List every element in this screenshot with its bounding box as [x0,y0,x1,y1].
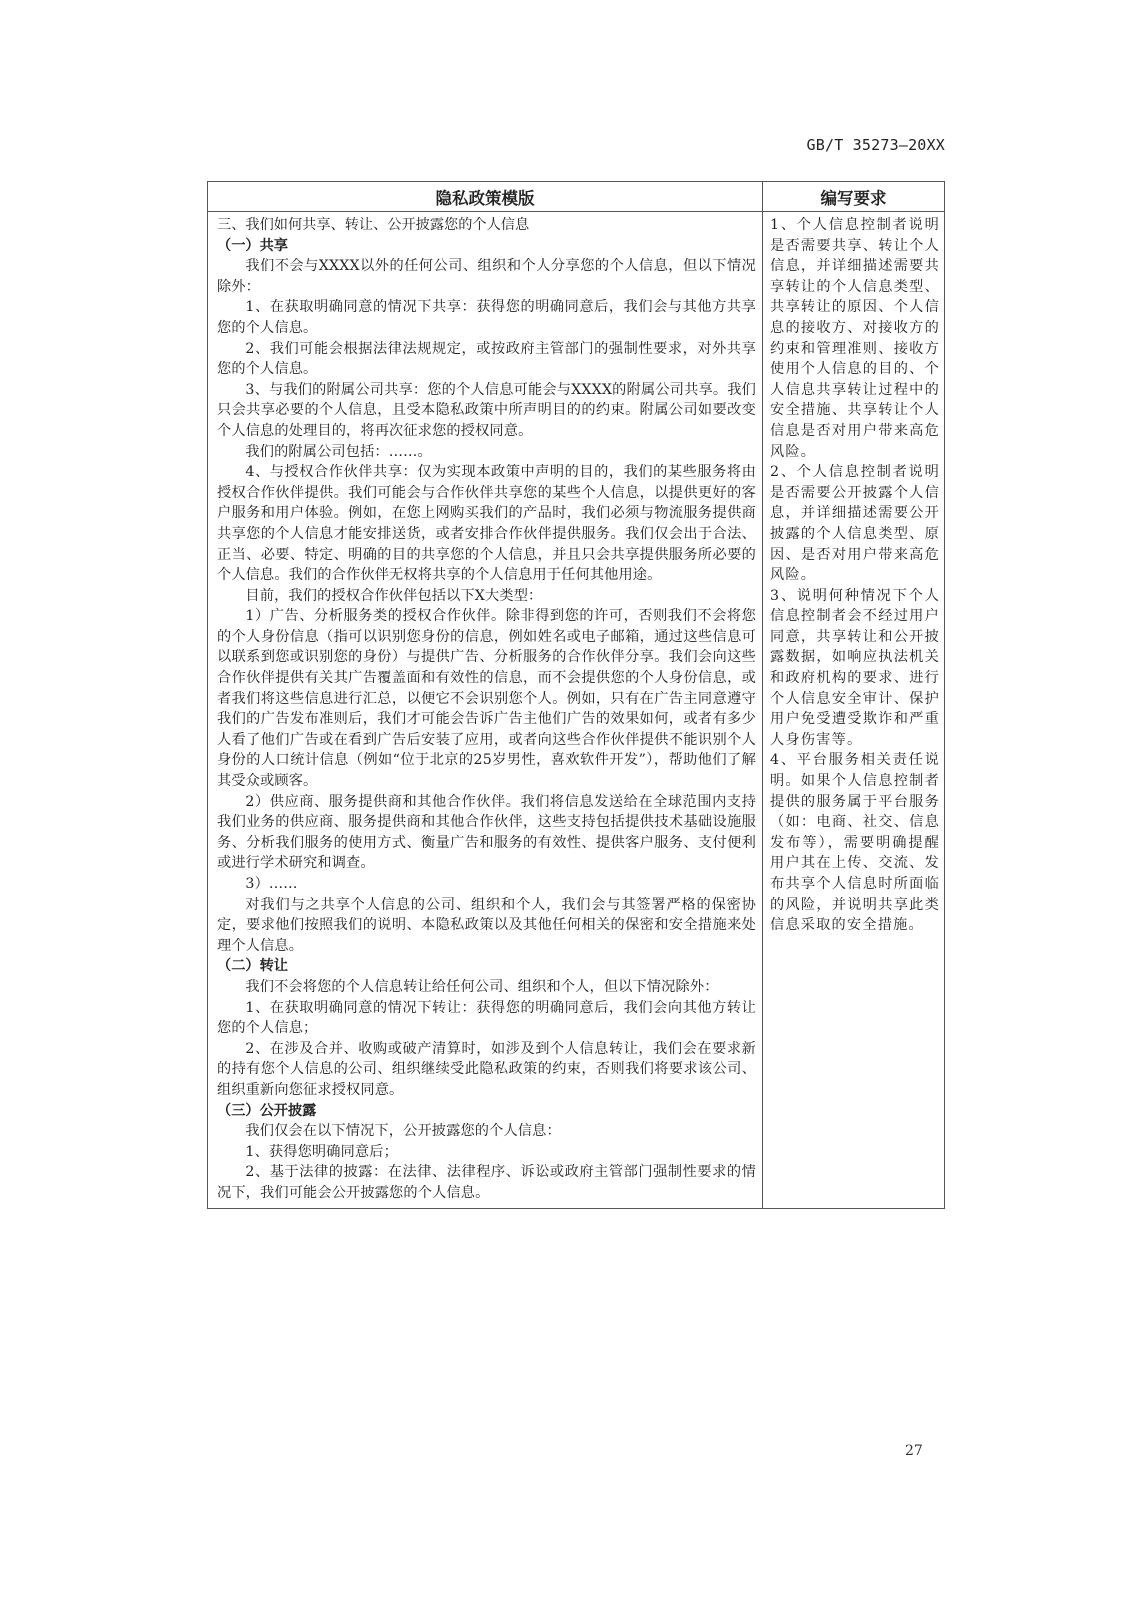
subsection-heading-disclosure: （三）公开披露 [217,1102,317,1119]
template-cell [208,212,763,1209]
paragraph: 1）广告、分析服务类的授权合作伙伴。除非得到您的许可，否则我们不会将您的个人身份信息（指可以识别您身份的信息，例如姓名或电子邮箱，通过这些信息可以联系到您或识别您的身份）与提供广告、分析服务的合作伙伴分享。我们会向这些合作伙伴提供有关其广告覆盖面和有效性的信息，而不会提供您的个人身份信息，或者我们将这些信息进行汇总，以便它不会识别您个人。例如，只有在广告主同意遵守我们的广告发布准则后，我们才可能会告诉广告主他们广告的效果如何，或者有多少人看了他们广告或在看到广告后安装了应用，或者向这些合作伙伴提供不能识别个人身份的人口统计信息（例如“位于北京的25岁男性，喜欢软件开发”），帮助他们了解其受众或顾客。 [217,608,756,790]
paragraph: 3、与我们的附属公司共享：您的个人信息可能会与XXXX的附属公司共享。我们只会共享必要的个人信息，且受本隐私政策中所声明目的的约束。附属公司如要改变个人信息的处理目的，将再次征求您的授权同意。 [217,381,756,439]
requirement-item: 2、个人信息控制者说明是否需要公开披露个人信息，并详细描述需要公开披露的个人信息类型、原因、是否对用户带来高危风险。 [770,464,940,584]
column-header-requirements: 编写要求 [763,182,945,212]
table-header-row [208,182,945,212]
table-body-row [208,212,945,1209]
paragraph: 1、在获取明确同意的情况下共享：获得您的明确同意后，我们会与其他方共享您的个人信息。 [217,299,756,336]
section-title: 三、我们如何共享、转让、公开披露您的个人信息 [217,217,530,233]
requirement-item: 4、平台服务相关责任说明。如果个人信息控制者提供的服务属于平台服务（如：电商、社交、信息发布等），需要明确提醒用户其在上传、交流、发布共享个人信息时所面临的风险，并说明共享此类信息采取的安全措施。 [770,752,940,934]
paragraph: 目前，我们的授权合作伙伴包括以下X大类型： [245,587,543,604]
column-header-template: 隐私政策模版 [208,182,763,212]
paragraph: 我们的附属公司包括：……。 [245,443,432,460]
requirement-item: 3、说明何种情况下个人信息控制者会不经过用户同意，共享转让和公开披露数据，如响应执法机关和政府机构的要求、进行个人信息安全审计、保护用户免受遭受欺诈和严重人身伤害等。 [770,587,940,748]
page-number: 27 [905,1443,923,1459]
requirement-item: 1、个人信息控制者说明是否需要共享、转让个人信息，并详细描述需要共享转让的个人信息类型、共享转让的原因、个人信息的接收方、对接收方的约束和管理准则、接收方使用个人信息的目的、个人信息共享转让过程中的安全措施、共享转让个人信息是否对用户带来高危风险。 [770,217,940,460]
subsection-heading-sharing: （一）共享 [217,237,288,254]
paragraph: 我们仅会在以下情况下，公开披露您的个人信息： [245,1123,561,1140]
privacy-policy-template-table [207,181,945,1209]
paragraph: 1、获得您明确同意后； [245,1143,398,1160]
paragraph: 3）…… [245,876,298,892]
standard-code: GB/T 35273—20XX [806,136,945,154]
requirements-cell [763,212,945,1209]
paragraph: 我们不会与XXXX以外的任何公司、组织和个人分享您的个人信息，但以下情况除外： [217,258,756,295]
paragraph: 2）供应商、服务提供商和其他合作伙伴。我们将信息发送给在全球范围内支持我们业务的供应商、服务提供商和其他合作伙伴，这些支持包括提供技术基础设施服务、分析我们服务的使用方式、衡量广告和服务的有效性、提供客户服务、支付便利或进行学术研究和调查。 [217,793,756,872]
paragraph: 4、与授权合作伙伴共享：仅为实现本政策中声明的目的，我们的某些服务将由授权合作伙伴提供。我们可能会与合作伙伴共享您的某些个人信息，以提供更好的客户服务和用户体验。例如，在您上网购买我们的产品时，我们必须与物流服务提供商共享您的个人信息才能安排送货，或者安排合作伙伴提供服务。我们仅会出于合法、正当、必要、特定、明确的目的共享您的个人信息，并且只会共享提供服务所必要的个人信息。我们的合作伙伴无权将共享的个人信息用于任何其他用途。 [217,464,756,584]
paragraph: 2、我们可能会根据法律法规规定，或按政府主管部门的强制性要求，对外共享您的个人信息。 [217,340,756,378]
paragraph: 1、在获取明确同意的情况下转让：获得您的明确同意后，我们会向其他方转让您的个人信息； [217,999,756,1037]
paragraph: 2、在涉及合并、收购或破产清算时，如涉及到个人信息转让，我们会在要求新的持有您个人信息的公司、组织继续受此隐私政策的约束，否则我们将要求该公司、组织重新向您征求授权同意。 [217,1040,756,1098]
paragraph: 我们不会将您的个人信息转让给任何公司、组织和个人，但以下情况除外： [245,978,719,995]
paragraph: 对我们与之共享个人信息的公司、组织和个人，我们会与其签署严格的保密协定，要求他们按照我们的说明、本隐私政策以及其他任何相关的保密和安全措施来处理个人信息。 [217,896,756,954]
paragraph: 2、基于法律的披露：在法律、法律程序、诉讼或政府主管部门强制性要求的情况下，我们可能会公开披露您的个人信息。 [217,1164,756,1201]
subsection-heading-transfer: （二）转让 [217,958,288,975]
